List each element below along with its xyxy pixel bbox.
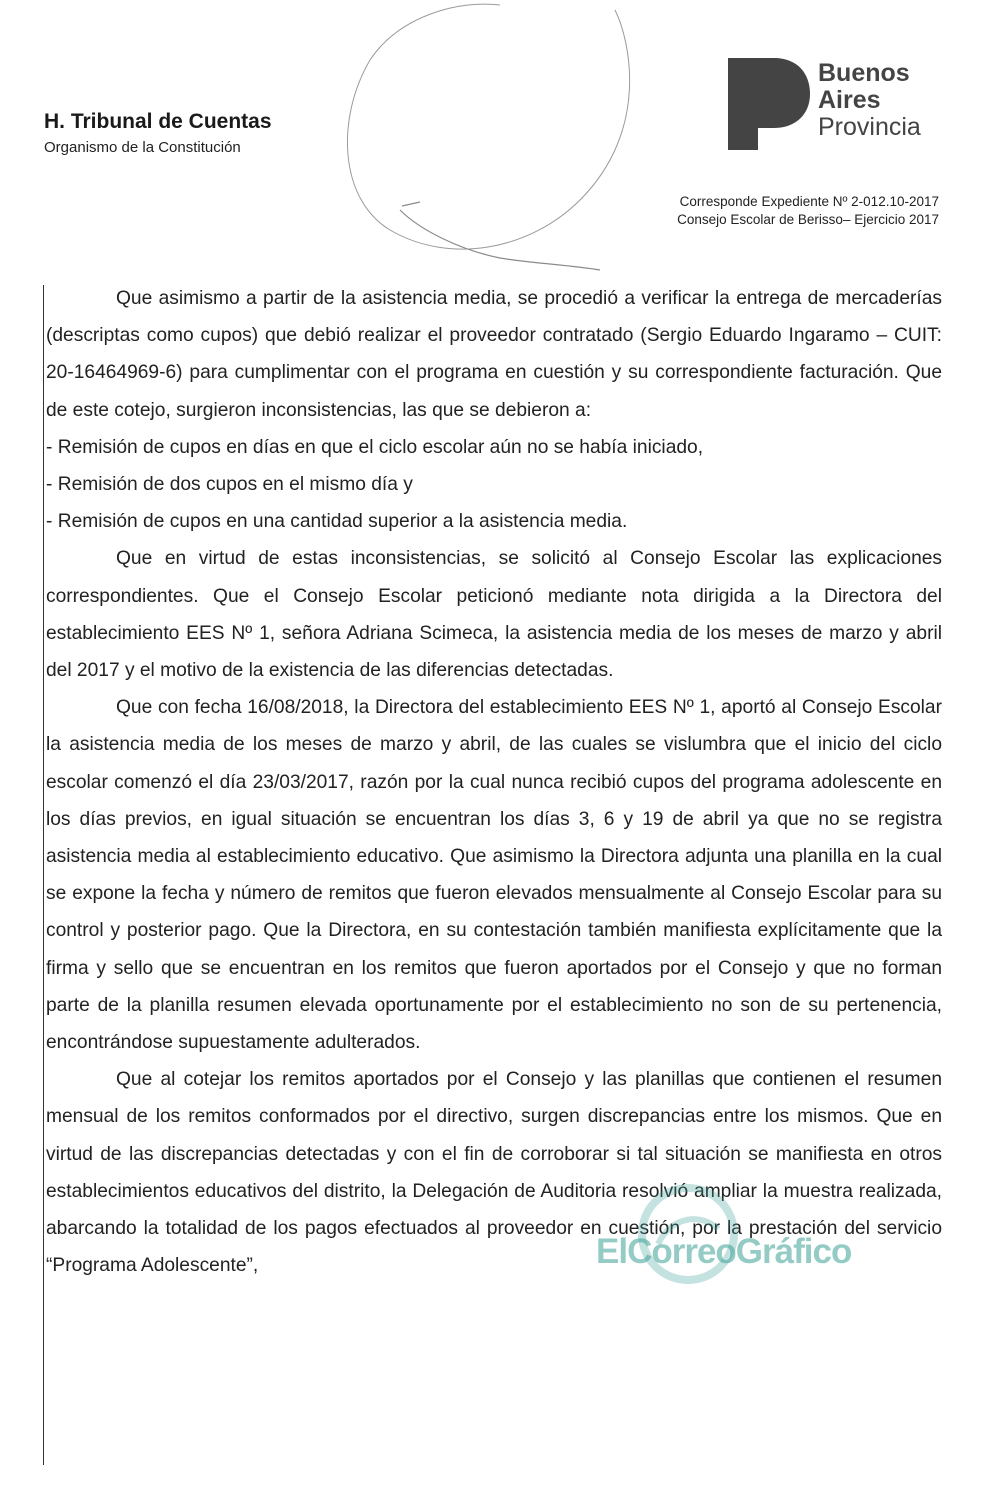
logo-text-line2: Aires (818, 86, 881, 114)
logo-text-line1: Buenos (818, 59, 910, 87)
province-logo-icon (722, 54, 812, 154)
list-item: - Remisión de cupos en una cantidad superior a la asistencia media. (46, 511, 628, 533)
paragraph: Que asimismo a partir de la asistencia media, se procedió a verificar la entrega de mercaderías (descriptas como cupos) que debió realizar el proveedor contratado (Sergio Eduardo Ingaramo – CUIT: 20-16464969-6) para cumplimentar con el programa en cuestión y su correspondiente facturación. Que de este cotejo, surgieron inconsistencias, las que se debieron a: (46, 288, 942, 421)
paragraph: Que al cotejar los remitos aportados por el Consejo y las planillas que contienen el resumen mensual de los remitos conformados por el directivo, surgen discrepancias entre los mismos. Que en virtud de las discrepancias detectadas y con el fin de corroborar si tal situación se manifiesta en otros establecimientos educativos del distrito, la Delegación de Auditoria resolvió ampliar la muestra realizada, abarcando la totalidad de los pagos efectuados al proveedor en cuestión, por la prestación del servicio “Programa Adolescente”, (46, 1069, 942, 1277)
paragraph: Que en virtud de estas inconsistencias, se solicitó al Consejo Escolar las explicaciones correspondientes. Que el Consejo Escolar peticionó mediante nota dirigida a la Directora del establecimiento EES Nº 1, señora Adriana Scimeca, la asistencia media de los meses de marzo y abril del 2017 y el motivo de la existencia de las diferencias detectadas. (46, 548, 942, 682)
margin-rule (43, 285, 44, 1465)
list-item: - Remisión de cupos en días en que el ciclo escolar aún no se había iniciado, (46, 436, 704, 458)
reference-line-expediente: Corresponde Expediente Nº 2-012.10-2017 (679, 194, 939, 209)
organization-name: H. Tribunal de Cuentas (44, 110, 272, 133)
buenos-aires-provincia-logo (722, 54, 962, 154)
organization-subtitle: Organismo de la Constitución (44, 139, 241, 156)
list-item: - Remisión de dos cupos en el mismo día y (46, 474, 413, 496)
document-body (46, 280, 942, 1284)
paragraph: Que con fecha 16/08/2018, la Directora del establecimiento EES Nº 1, aportó al Consejo Escolar la asistencia media de los meses de marzo y abril, de las cuales se vislumbra que el inicio del ciclo escolar comenzó el día 23/03/2017, razón por la cual nunca recibió cupos del programa adolescente en los días previos, en igual situación se encuentran los días 3, 6 y 19 de abril ya que no se registra asistencia media al establecimiento educativo. Que asimismo la Directora adjunta una planilla en la cual se expone la fecha y número de remitos que fueron elevados mensualmente al Consejo Escolar para su control y posterior pago. Que la Directora, en su contestación también manifiesta explícitamente que la firma y sello que se encuentran en los remitos que fueron aportados por el Consejo y que no forman parte de la planilla resumen elevada oportunamente por el establecimiento no son de su pertenencia, encontrándose supuestamente adulterados. (46, 697, 942, 1054)
reference-line-consejo: Consejo Escolar de Berisso– Ejercicio 2017 (677, 212, 939, 227)
logo-text-line3: Provincia (818, 113, 921, 141)
watermark-text: ElCorreoGráfico (596, 1232, 852, 1271)
handwritten-scribble (330, 0, 650, 290)
file-reference (677, 193, 939, 229)
